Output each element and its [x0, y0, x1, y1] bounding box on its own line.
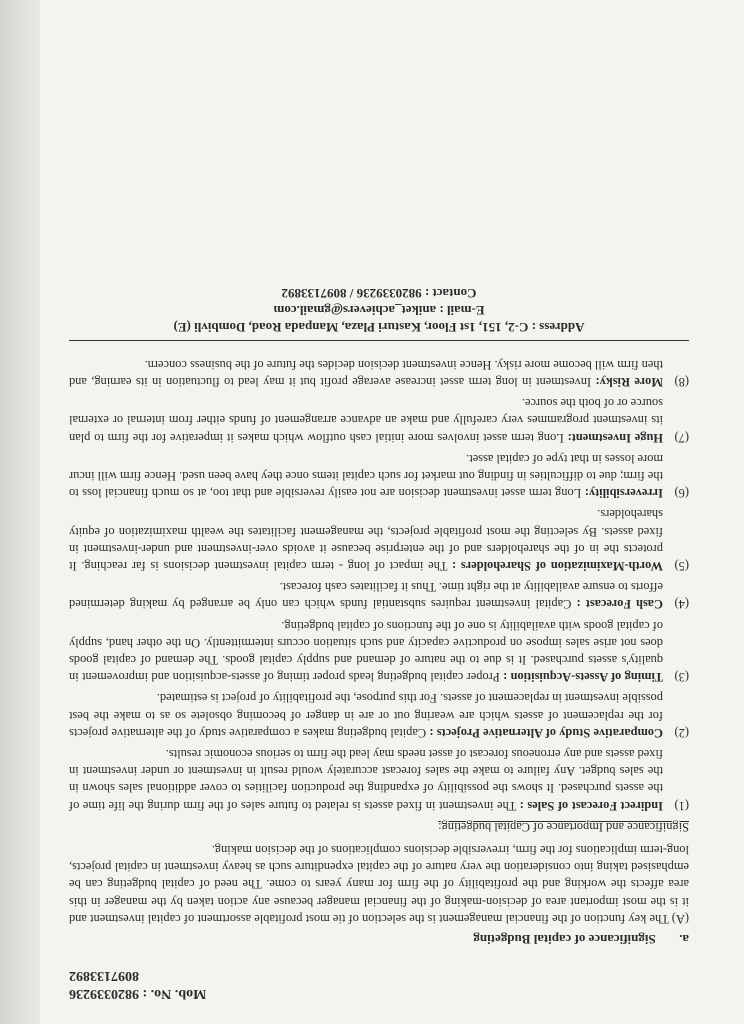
- list-item-number: (2): [674, 725, 689, 740]
- list-item-title: Comparative Study of Alternative Projects :: [429, 725, 663, 740]
- list-item: [69, 450, 689, 502]
- significance-list: [69, 356, 689, 814]
- document-page: [69, 10, 689, 1014]
- list-item-text: Long term asset investment decision are not easily reversible and that too, at so much financial loss to the firm; due to difficulties in finding out market for such capital items once they have been used. Hence firm will incur more losses in that type of capital asset.: [69, 451, 663, 501]
- list-item-title: Irreversibility:: [584, 486, 663, 501]
- list-item-title: Huge Investment:: [567, 430, 663, 445]
- list-item-number: (4): [674, 597, 689, 612]
- intro-paragraph: [69, 841, 689, 927]
- intro-label: (A): [671, 911, 689, 926]
- mobile-number-block: [69, 966, 689, 1002]
- list-item-body: [69, 745, 663, 814]
- list-item-number: (7): [674, 430, 689, 445]
- list-item-text: Capital investment requires substantial funds which can only be arranged by making determined efforts to ensure availability at the right time. Thus it facilitates cash forecast.: [69, 580, 663, 612]
- list-item-title: Cash Forecast :: [576, 597, 663, 612]
- list-item-body: [69, 616, 663, 685]
- section-title: Significance of capital Budgeting: [473, 932, 656, 947]
- mobile-number-1: 9820339236: [69, 986, 139, 1001]
- list-item-number: (6): [674, 486, 689, 501]
- list-item: [69, 356, 689, 390]
- list-item-body: [69, 394, 663, 446]
- list-item: [69, 578, 689, 612]
- list-item-text: Capital budgeting makes a comparative study of the alternative projects for the replacement of assets which are wearing out or are in danger of becoming obsolete so as to make the best possible investment in replacement of assets. For this purpose, the profitability of project is estimated.: [69, 691, 663, 740]
- list-item: [69, 689, 689, 741]
- list-item-body: [69, 505, 663, 574]
- list-item-title: Timing of Assets-Acquisition :: [503, 670, 663, 685]
- list-item-number: (3): [674, 670, 689, 685]
- list-item-number: (1): [674, 798, 689, 813]
- list-item: [69, 616, 689, 685]
- list-item: [69, 505, 689, 574]
- footer-contact: Contact : 9820339236 / 8097133892: [281, 286, 477, 302]
- footer-divider: [69, 341, 689, 342]
- list-item: [69, 394, 689, 446]
- list-item-body: [69, 578, 663, 612]
- list-item-title: More Risky:: [595, 374, 663, 389]
- list-item: [69, 745, 689, 814]
- mobile-number-2: 8097133892: [69, 968, 139, 983]
- list-item-body: [69, 356, 663, 390]
- list-item-text: Proper capital budgeting leads proper timing of assets-acquisition and improvement in quality's assets purchased. It is due to the nature of demand and supply capital goods. The demand of capital goods does not arise sales impose on productive capacity and such situation occurs intermittently. On the other hand, supply of capital goods with availability is one of the functions of capital budgeting.: [69, 618, 663, 685]
- list-item-text: The impact of long - term capital investment decisions is far reaching. It protects the in of the shareholders and of the enterprise because it avoids over-investment and under-investment in fixed assets. By selecting the most profitable projects, the management facilitates the wealth maximization of equity shareholders.: [68, 507, 663, 573]
- footer-email: E-mail : aniket_achievers@gmail.com: [273, 303, 485, 319]
- footer-address: Address : C-2, 151, 1st Floor, Kasturi Plaza, Manpada Road, Dombivli (E): [173, 320, 585, 336]
- list-item-body: [69, 689, 663, 741]
- section-heading: [69, 931, 689, 948]
- section-letter: a.: [679, 932, 689, 947]
- subsection-title: Significance and Importance of Capital budgeting:: [438, 819, 689, 834]
- list-item-text: Long term asset involves more initial cash outflow which makes it imperative for the firm to plan its investment programmes very carefully and make an advance arrangement of funds either from internal or external source or of both the source.: [69, 396, 663, 445]
- list-item-title: Indirect Forecast of Sales :: [519, 798, 663, 813]
- list-item-body: [69, 450, 663, 502]
- list-item-title: Worth-Maximization of Shareholders :: [452, 558, 663, 573]
- list-item-text: The investment in fixed assets is related to future sales of the firm during the life time of the assets purchased. It shows the possibility of expanding the production facilities to cover additional sales shown in the sales budget. Any failure to make the sales forecast accurately would result in investment or under investment in fixed assets and any erroneous forecast of asset needs may lead the firm to serious economic results.: [68, 746, 663, 813]
- intro-text: The key function of the financial management is the selection of tie most profitable assortment of capital investment and it is the most important area of decision-making of the financial manager because any action taken by the manager in this area affects the working and the profitability of the firm for many years to come. The need of capital budgeting can be emphasised taking into consideration the very nature of the capital expenditure such as heavy investment in capital projects, long-term implications for the firm, irreversible decisions complications of the decision making.: [69, 842, 689, 926]
- list-item-number: (8): [674, 374, 689, 389]
- list-item-number: (5): [674, 558, 689, 573]
- footer-block: [69, 286, 689, 337]
- list-item-text: Investment in long term asset increase average profit but it may lead to fluctuation in its earning, and then firm will become more risky. Hence investment decision decides the future of the business concern.: [69, 357, 663, 389]
- mobile-label: Mob. No. :: [142, 986, 207, 1001]
